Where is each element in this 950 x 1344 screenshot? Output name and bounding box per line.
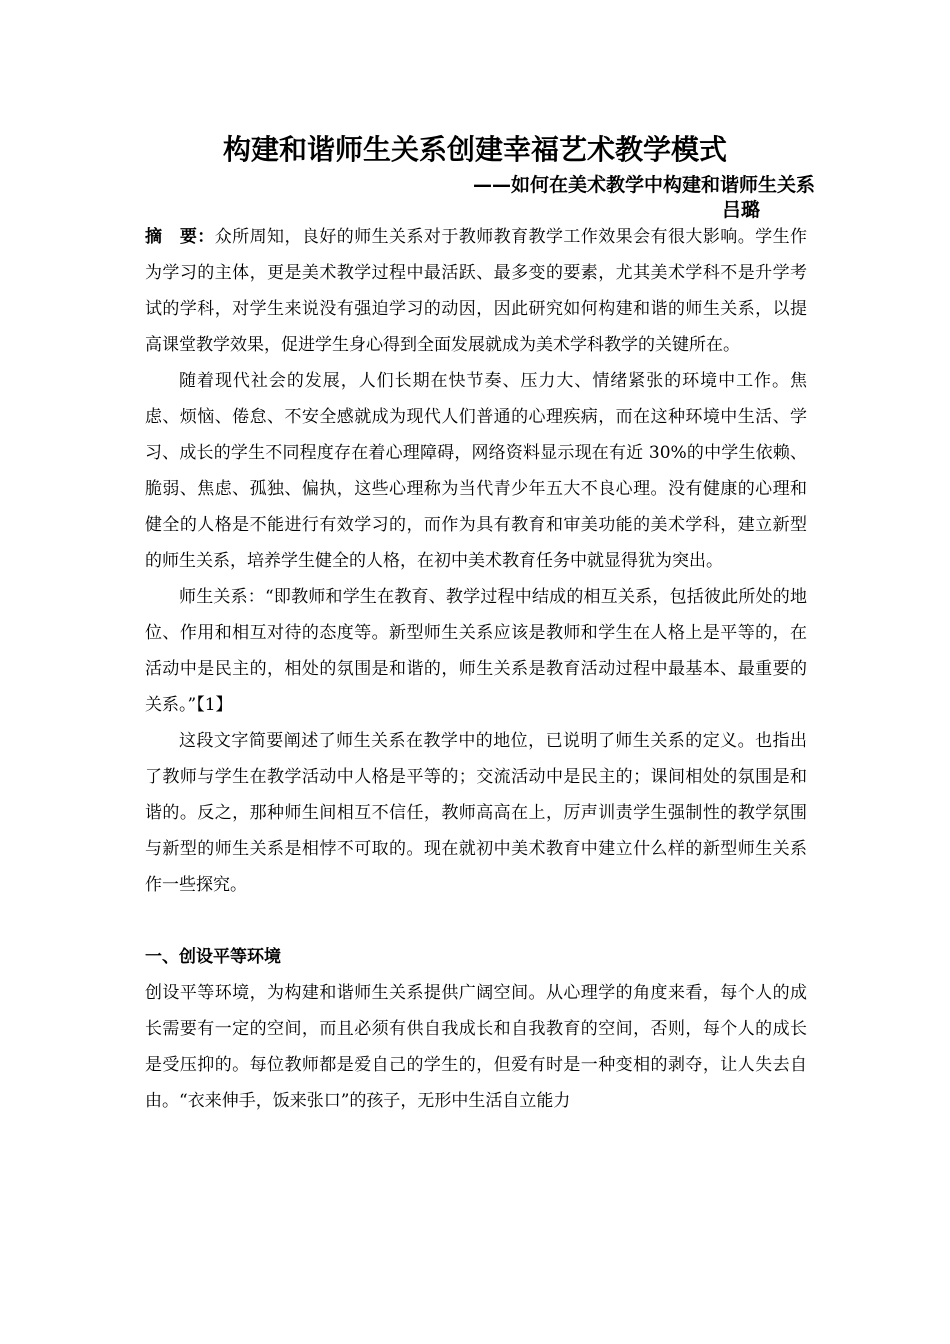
- abstract-text: 众所周知，良好的师生关系对于教师教育教学工作效果会有很大影响。学生作为学习的主体，更是美术教学过程中最活跃、最多变的要素，尤其美术学科不是升学考试的学科，对学生来说没有强迫学习的动因，因此研究如何构建和谐的师生关系，以提高课堂教学效果，促进学生身心得到全面发展就成为美术学科教学的关键所在。: [145, 227, 808, 355]
- section-heading: 一、创设平等环境: [145, 947, 281, 967]
- section-paragraph: 创设平等环境，为构建和谐师生关系提供广阔空间。从心理学的角度来看，每个人的成长需要有一定的空间，而且必须有供自我成长和自我教育的空间，否则，每个人的成长是受压抑的。每位教师都是爱自己的学生的，但爱有时是一种变相的剥夺，让人失去自由。“衣来伸手，饭来张口”的孩子，无形中生活自立能力: [145, 983, 807, 1111]
- abstract-label: 摘 要：: [145, 227, 215, 247]
- document-title: 构建和谐师生关系创建幸福艺术教学模式: [222, 133, 727, 166]
- document-subtitle: ——如何在美术教学中构建和谐师生关系: [472, 174, 815, 196]
- body-paragraph-1: 随着现代社会的发展，人们长期在快节奏、压力大、情绪紧张的环境中工作。焦虑、烦恼、倦怠、不安全感就成为现代人们普通的心理疾病，而在这种环境中生活、学习、成长的学生不同程度存在着心理障碍，网络资料显示现在有近 30%的中学生依赖、脆弱、焦虑、孤独、偏执，这些心理称为当代青少年五大不良心理。没有健康的心理和健全的人格是不能进行有效学习的，而作为具有教育和审美功能的美术学科，建立新型的师生关系，培养学生健全的人格，在初中美术教育任务中就显得犹为突出。: [145, 371, 807, 571]
- abstract-paragraph: [145, 219, 807, 363]
- document-body: [145, 219, 807, 1119]
- body-paragraph-3: 这段文字简要阐述了师生关系在教学中的地位，已说明了师生关系的定义。也指出了教师与学生在教学活动中人格是平等的；交流活动中是民主的；课间相处的氛围是和谐的。反之，那种师生间相互不信任，教师高高在上，厉声训责学生强制性的教学氛围与新型的师生关系是相悖不可取的。现在就初中美术教育中建立什么样的新型师生关系作一些探究。: [145, 731, 807, 895]
- author-name: 吕璐: [721, 199, 760, 221]
- body-paragraph-2: 师生关系：“即教师和学生在教育、教学过程中结成的相互关系，包括彼此所处的地位、作用和相互对待的态度等。新型师生关系应该是教师和学生在人格上是平等的，在活动中是民主的，相处的氛围是和谐的，师生关系是教育活动过程中最基本、最重要的关系。”【1】: [145, 587, 807, 715]
